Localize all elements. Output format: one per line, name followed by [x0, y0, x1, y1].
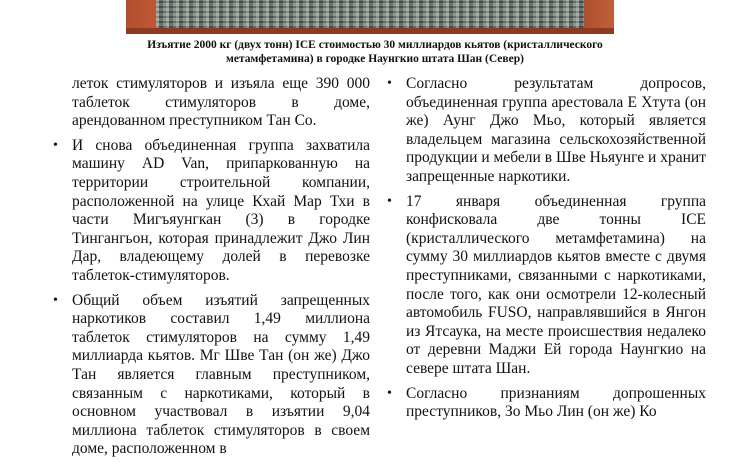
photo-floor	[126, 28, 614, 34]
list-item	[386, 75, 706, 187]
list-item-text: Общий объем изъятий запрещенных наркотиков составил 1,49 миллиона таблеток стимуляторов на сумму 1,49 миллиарда кьятов. Мг Шве Тан (он же) Джо Тан является главным преступником, связанным с наркотиками, который в основном участвовал в изъятии 9,04 миллиона таблеток стимуляторов в своем доме, расположенном в	[72, 291, 370, 458]
list-item	[52, 292, 370, 459]
seized-drugs-photo	[126, 0, 614, 34]
right-column	[386, 75, 706, 428]
bullet-icon: •	[53, 137, 58, 153]
list-item-text: 17 января объединенная группа конфисковала две тонны ICE (кристаллического метамфетамина) на сумму 30 миллиардов кьятов вместе с двумя преступниками, связанными с наркотиками, после того, как они осмотрели 12-колесный автомобиль FUSO, направлявшийся в Янгон из Ятсаука, на месте происшествия недалеко от деревни Маджи Ей города Наунгкио на севере штата Шан.	[406, 192, 706, 377]
list-item-text: И снова объединенная группа захватила машину AD Van, припаркованную на территории строительной компании, расположенной на улице Кхай Мар Тхи в части Мигъяунгкан (3) в городке Тингангьон, которая принадлежит Джо Лин Дар, владеющему долей в перевозке таблеток-стимуляторов.	[72, 136, 370, 284]
list-item	[52, 137, 370, 286]
continuation-paragraph: леток стимуляторов и изъяла еще 390 000 таблеток стимуляторов в доме, арендованном преступником Тан Со.	[72, 75, 370, 130]
list-item-text: Согласно результатам допросов, объединенная группа арестовала Е Хтута (он же) Аунг Джо Мьо, который является владельцем магазина сельскохозяйственной продукции и мебели в Шве Ньяунге и хранит запрещенные наркотики.	[406, 75, 706, 185]
photo-caption	[100, 38, 650, 66]
bullet-icon: •	[387, 193, 392, 209]
caption-line-1: Изъятие 2000 кг (двух тонн) ICE стоимостью 30 миллиардов кьятов (кристаллического	[147, 39, 603, 51]
left-column	[52, 75, 370, 465]
caption-line-2: метамфетамина) в городке Наунгкио штата Шан (Север)	[226, 53, 524, 65]
drug-packages-pile	[156, 0, 584, 30]
bullet-icon: •	[53, 292, 58, 308]
bullet-icon: •	[387, 76, 392, 91]
list-item	[386, 385, 706, 422]
list-item	[386, 193, 706, 379]
bullet-icon: •	[387, 385, 392, 401]
list-item-text: Согласно признаниям допрошенных преступников, Зо Мьо Лин (он же) Ко	[406, 384, 706, 421]
